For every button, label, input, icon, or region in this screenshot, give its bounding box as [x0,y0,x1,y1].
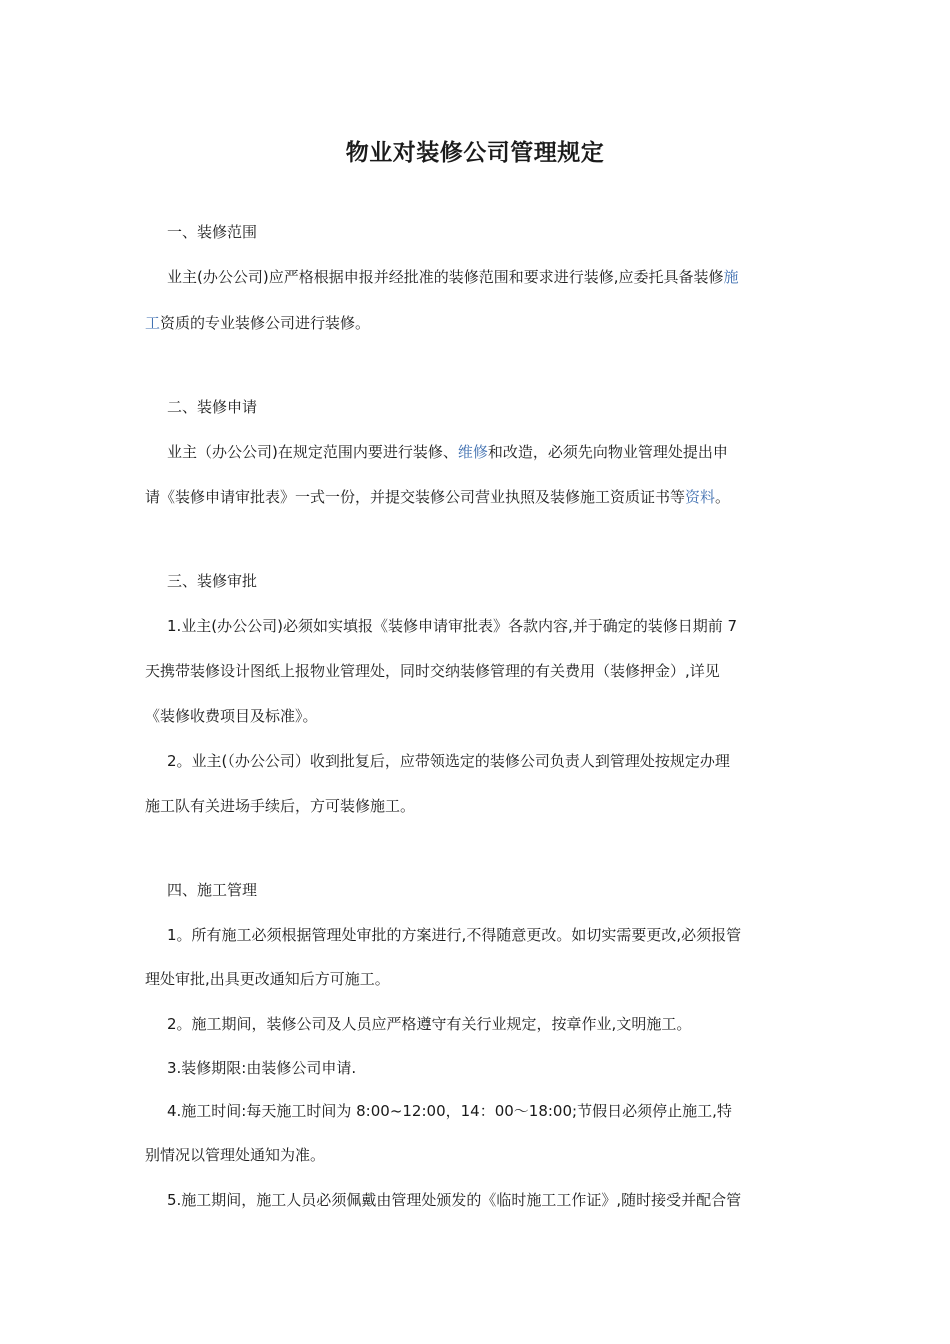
paragraph-line: 别情况以管理处通知为准。 [145,1146,326,1164]
page-title: 物业对装修公司管理规定 [345,140,605,166]
paragraph-line: 业主(办公公司)应严格根据申报并经批准的装修范围和要求进行装修,应委托具备装修施 [167,268,739,286]
paragraph-line: 施工队有关进场手续后，方可装修施工。 [145,797,416,815]
paragraph-line: 请《装修申请审批表》一式一份，并提交装修公司营业执照及装修施工资质证书等资料。 [145,488,731,506]
paragraph-line: 1.业主(办公公司)必须如实填报《装修申请审批表》各款内容,并于确定的装修日期前 7 [167,617,738,635]
paragraph-line: 业主（办公公司)在规定范围内要进行装修、维修和改造，必须先向物业管理处提出申 [167,443,728,461]
paragraph-line: 工资质的专业装修公司进行装修。 [145,314,371,332]
section-heading: 四、施工管理 [167,881,258,899]
section-heading: 二、装修申请 [167,398,258,416]
section-heading: 三、装修审批 [167,572,258,590]
paragraph-line: 天携带装修设计图纸上报物业管理处，同时交纳装修管理的有关费用（装修押金）,详见 [145,662,720,680]
link-materials[interactable]: 资料 [685,488,716,506]
paragraph-line: 2。业主(（办公公司）收到批复后，应带领选定的装修公司负责人到管理处按规定办理 [167,752,730,770]
link-construction[interactable]: 施 [723,268,739,286]
paragraph-line: 理处审批,出具更改通知后方可施工。 [145,970,390,988]
paragraph-line: 4.施工时间:每天施工时间为 8:00~12:00，14：00～18:00;节假日必须停止施工,特 [167,1102,732,1120]
section-heading: 一、装修范围 [167,223,258,241]
link-repair[interactable]: 维修 [457,443,488,461]
paragraph-line: 《装修收费项目及标准》。 [145,707,318,725]
paragraph-line: 3.装修期限:由装修公司申请. [167,1059,357,1077]
paragraph-line: 1。所有施工必须根据管理处审批的方案进行,不得随意更改。如切实需要更改,必须报管 [167,926,742,944]
paragraph-line: 2。施工期间，装修公司及人员应严格遵守有关行业规定，按章作业,文明施工。 [167,1015,692,1033]
paragraph-line: 5.施工期间，施工人员必须佩戴由管理处颁发的《临时施工工作证》,随时接受并配合管 [167,1191,742,1209]
link-construction-cont[interactable]: 工 [145,314,161,332]
